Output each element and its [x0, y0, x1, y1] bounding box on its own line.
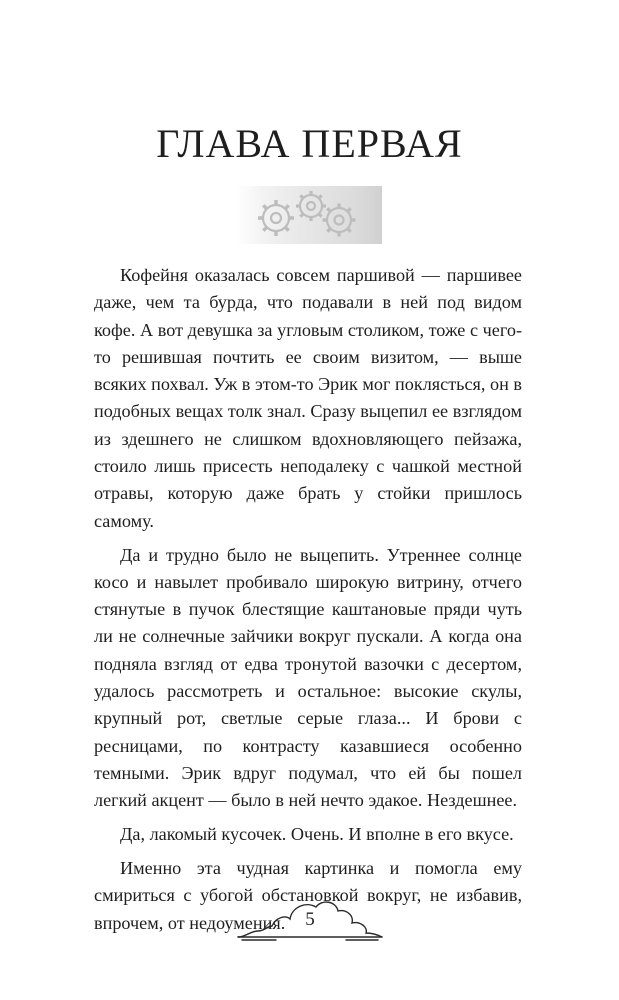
chapter-title: ГЛАВА ПЕРВАЯ — [156, 121, 463, 166]
paragraph: Кофейня оказалась совсем паршивой — паршивее даже, чем та бурда, что подавали в ней под видом кофе. А вот девушка за угловым столиком, тоже с чего-то решившая почтить ее своим визитом, — выше всяких похвал. Уж в этом-то Эрик мог поклясться, он в подобных вещах толк знал. Сразу выцепил ее взглядом из здешнего не слишком вдохновляющего пейзажа, стоило лишь присесть неподалеку с чашкой местной отравы, которую даже брать у стойки пришлось самому. — [94, 265, 522, 531]
paragraph: Именно эта чудная картинка и помогла ему смириться с убогой обстановкой вокруг, не избавив, впрочем, от недоумения. — [94, 858, 522, 933]
page-number: 5 — [305, 909, 315, 930]
gears-icon — [236, 186, 382, 244]
page-folio — [236, 893, 384, 947]
paragraph: Да, лакомый кусочек. Очень. И вполне в его вкусе. — [120, 824, 514, 845]
chapter-text — [94, 262, 522, 944]
paragraph: Да и трудно было не выцепить. Утреннее солнце косо и навылет пробивало широкую витрину, отчего стянутые в пучок блестящие каштановые пряди чуть ли не солнечные зайчики вокруг пускали. А когда она подняла взгляд от едва тронутой вазочки с десертом, удалось рассмотреть и остальное: высокие скулы, крупный рот, светлые серые глаза... И брови с ресницами, по контрасту казавшиеся особенно темными. Эрик вдруг подумал, что ей бы пошел легкий акцент — было в ней нечто эдакое. Нездешнее. — [94, 544, 522, 811]
